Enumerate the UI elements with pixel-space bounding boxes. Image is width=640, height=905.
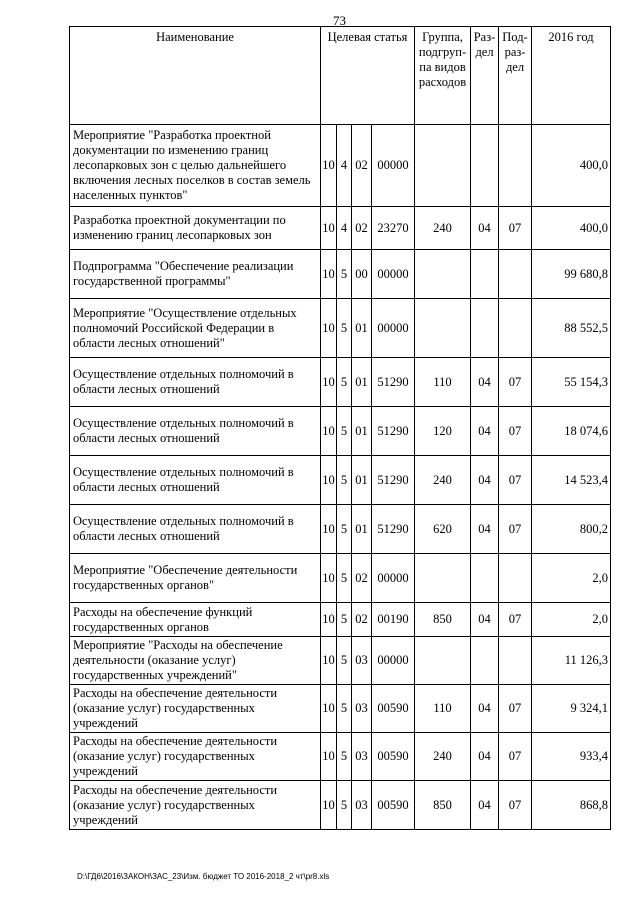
code-b: 5 [337,781,352,830]
amount: 18 074,6 [532,407,611,456]
section: 04 [471,456,499,505]
table-row [70,685,611,733]
code-a: 10 [321,358,337,407]
table-row [70,299,611,358]
code-c: 03 [352,733,372,781]
amount: 55 154,3 [532,358,611,407]
table-row [70,407,611,456]
section [471,554,499,603]
subsection: 07 [499,456,532,505]
code-c: 02 [352,603,372,637]
table-row [70,554,611,603]
subsection [499,299,532,358]
row-name: Расходы на обеспечение деятельности (оказание услуг) государственных учреждений [70,733,321,781]
code-c: 03 [352,637,372,685]
subsection: 07 [499,685,532,733]
code-b: 5 [337,456,352,505]
header-target-article: Целевая статья [321,27,415,125]
row-name: Мероприятие "Обеспечение деятельности государственных органов" [70,554,321,603]
code-b: 5 [337,250,352,299]
code-d: 00000 [372,554,415,603]
code-d: 23270 [372,207,415,250]
subsection: 07 [499,603,532,637]
section: 04 [471,603,499,637]
code-b: 4 [337,125,352,207]
amount: 2,0 [532,603,611,637]
section: 04 [471,781,499,830]
code-b: 5 [337,733,352,781]
code-a: 10 [321,685,337,733]
code-c: 03 [352,781,372,830]
expense-group [415,554,471,603]
expense-group: 620 [415,505,471,554]
code-c: 02 [352,125,372,207]
code-a: 10 [321,554,337,603]
code-d: 51290 [372,407,415,456]
amount: 9 324,1 [532,685,611,733]
amount: 868,8 [532,781,611,830]
expense-group: 120 [415,407,471,456]
code-b: 5 [337,505,352,554]
section [471,299,499,358]
amount: 2,0 [532,554,611,603]
section: 04 [471,505,499,554]
section [471,637,499,685]
amount: 14 523,4 [532,456,611,505]
code-c: 01 [352,358,372,407]
expense-group: 850 [415,781,471,830]
code-a: 10 [321,456,337,505]
section [471,125,499,207]
section: 04 [471,685,499,733]
code-d: 00000 [372,637,415,685]
code-a: 10 [321,250,337,299]
expense-group [415,299,471,358]
row-name: Расходы на обеспечение деятельности (оказание услуг) государственных учреждений [70,685,321,733]
expense-group: 240 [415,733,471,781]
header-section: Раз- дел [471,27,499,125]
code-b: 5 [337,603,352,637]
code-d: 51290 [372,456,415,505]
table-row [70,781,611,830]
subsection: 07 [499,505,532,554]
expense-group: 110 [415,685,471,733]
table-row [70,733,611,781]
code-c: 00 [352,250,372,299]
expense-group [415,250,471,299]
code-d: 00590 [372,781,415,830]
header-year: 2016 год [532,27,611,125]
code-b: 5 [337,554,352,603]
subsection: 07 [499,781,532,830]
amount: 11 126,3 [532,637,611,685]
table-row [70,125,611,207]
section [471,250,499,299]
code-b: 5 [337,299,352,358]
code-a: 10 [321,207,337,250]
code-a: 10 [321,505,337,554]
expense-group [415,637,471,685]
header-name: Наименование [70,27,321,125]
budget-table [69,26,611,830]
table-row [70,637,611,685]
section: 04 [471,358,499,407]
row-name: Разработка проектной документации по изменению границ лесопарковых зон [70,207,321,250]
subsection: 07 [499,733,532,781]
row-name: Мероприятие "Осуществление отдельных полномочий Российской Федерации в области лесных отношений" [70,299,321,358]
code-c: 01 [352,299,372,358]
code-a: 10 [321,637,337,685]
subsection [499,637,532,685]
code-b: 5 [337,407,352,456]
table-row [70,358,611,407]
code-c: 02 [352,554,372,603]
amount: 400,0 [532,207,611,250]
table-row [70,505,611,554]
code-d: 51290 [372,358,415,407]
subsection [499,554,532,603]
code-d: 00000 [372,250,415,299]
row-name: Осуществление отдельных полномочий в области лесных отношений [70,505,321,554]
subsection: 07 [499,207,532,250]
section: 04 [471,407,499,456]
table-row [70,603,611,637]
code-a: 10 [321,407,337,456]
code-a: 10 [321,125,337,207]
code-c: 03 [352,685,372,733]
amount: 800,2 [532,505,611,554]
table-row [70,456,611,505]
table-row [70,250,611,299]
expense-group: 850 [415,603,471,637]
code-d: 51290 [372,505,415,554]
amount: 88 552,5 [532,299,611,358]
code-a: 10 [321,733,337,781]
code-c: 01 [352,407,372,456]
file-path-footer: D:\ГД6\2016\ЗАКОН\ЗАС_23\Изм. бюджет ТО 2016-2018_2 чт\pr8.xls [77,872,330,881]
code-c: 01 [352,456,372,505]
code-a: 10 [321,603,337,637]
row-name: Расходы на обеспечение деятельности (оказание услуг) государственных учреждений [70,781,321,830]
header-group: Группа, подгруп- па видов расходов [415,27,471,125]
code-d: 00000 [372,125,415,207]
code-a: 10 [321,299,337,358]
amount: 933,4 [532,733,611,781]
code-a: 10 [321,781,337,830]
row-name: Расходы на обеспечение функций государственных органов [70,603,321,637]
code-b: 5 [337,685,352,733]
section: 04 [471,207,499,250]
subsection: 07 [499,407,532,456]
row-name: Осуществление отдельных полномочий в области лесных отношений [70,358,321,407]
code-d: 00590 [372,733,415,781]
header-subsection: Под- раз- дел [499,27,532,125]
subsection [499,125,532,207]
code-b: 5 [337,637,352,685]
row-name: Осуществление отдельных полномочий в области лесных отношений [70,407,321,456]
row-name: Мероприятие "Расходы на обеспечение деятельности (оказание услуг) государственных учреждений" [70,637,321,685]
expense-group: 240 [415,207,471,250]
code-d: 00000 [372,299,415,358]
amount: 400,0 [532,125,611,207]
row-name: Подпрограмма "Обеспечение реализации государственной программы" [70,250,321,299]
section: 04 [471,733,499,781]
subsection: 07 [499,358,532,407]
code-b: 4 [337,207,352,250]
row-name: Осуществление отдельных полномочий в области лесных отношений [70,456,321,505]
code-b: 5 [337,358,352,407]
expense-group: 240 [415,456,471,505]
subsection [499,250,532,299]
expense-group: 110 [415,358,471,407]
amount: 99 680,8 [532,250,611,299]
code-c: 02 [352,207,372,250]
code-d: 00590 [372,685,415,733]
row-name: Мероприятие "Разработка проектной документации по изменению границ лесопарковых зон с целью дальнейшего включения лесных поселков в состав земель населенных пунктов" [70,125,321,207]
header-row [70,27,611,125]
code-d: 00190 [372,603,415,637]
expense-group [415,125,471,207]
table-row [70,207,611,250]
code-c: 01 [352,505,372,554]
